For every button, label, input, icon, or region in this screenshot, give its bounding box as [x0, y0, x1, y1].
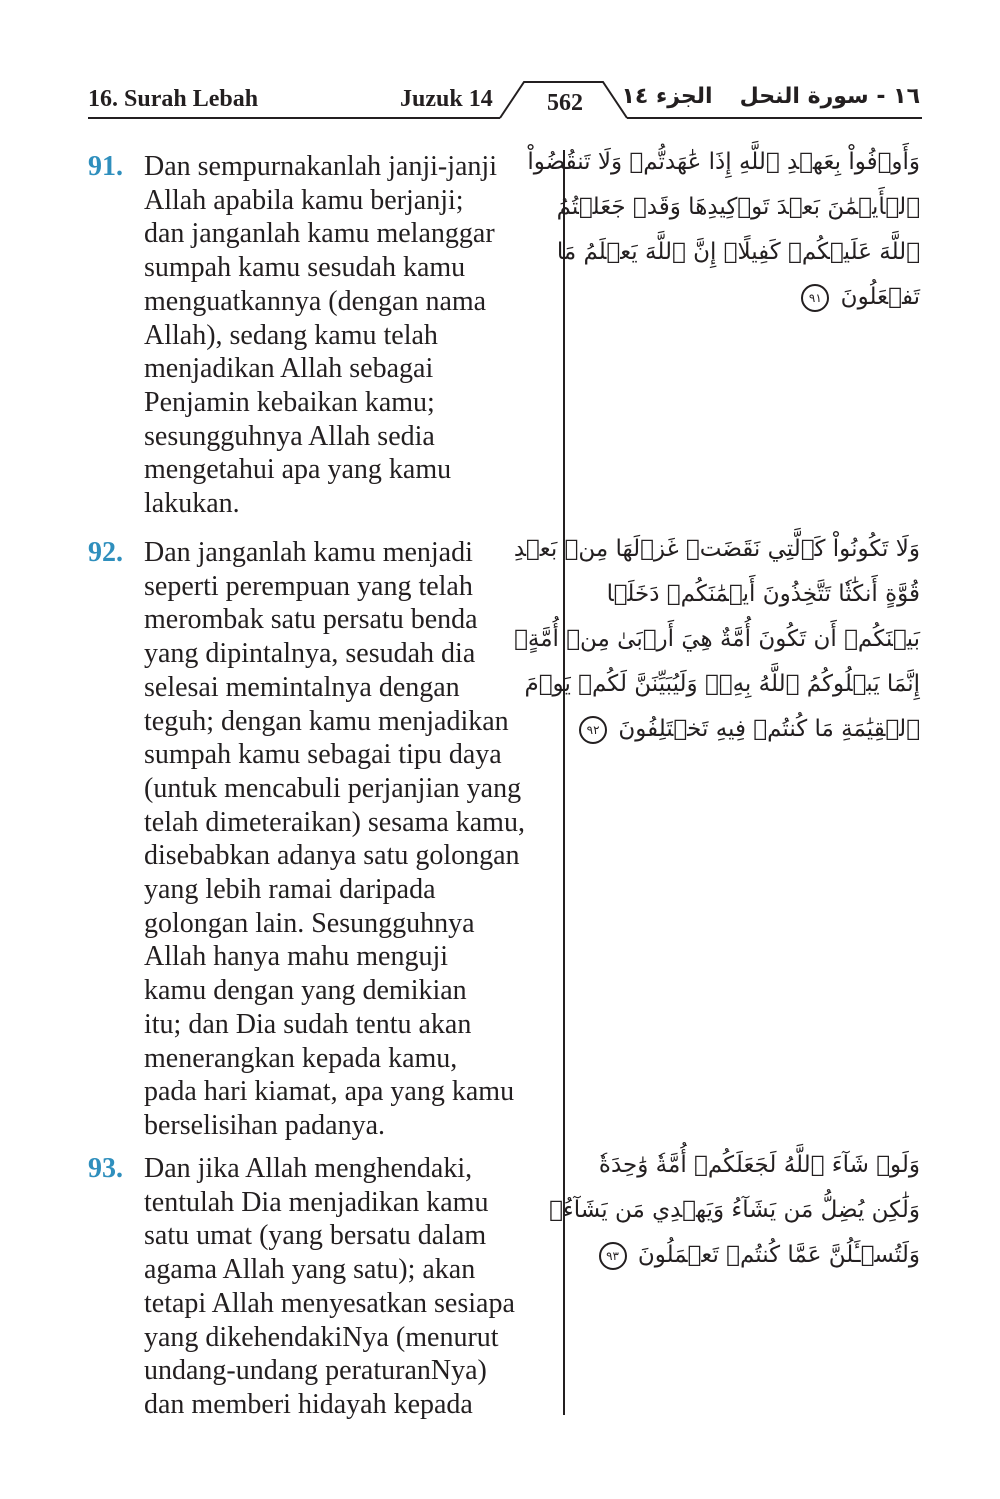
arabic-line-last [590, 1233, 920, 1278]
verse-line: menjadikan Allah sebagai [144, 353, 434, 385]
juzuk-label: Juzuk 14 [400, 86, 493, 112]
arabic-line: وَلَٰكِن يُضِلُّ مَن يَشَآءُ وَيَهۡدِي مَن يَشَآءُۚ [549, 1197, 920, 1223]
arabic-line: ٱلۡأَيۡمَٰنَ بَعۡدَ تَوۡكِيدِهَا وَقَدۡ جَعَلۡتُمُ [556, 194, 920, 220]
verse-line: telah dimeteraikan) sesama kamu, [144, 806, 525, 838]
verse-text [144, 536, 558, 1143]
arabic-line: بَيۡنَكُمۡ أَن تَكُونَ أُمَّةٌ هِيَ أَرۡبَىٰ مِنۡ أُمَّةٍۚ [514, 626, 920, 652]
verse-line: mengetahui apa yang kamu [144, 454, 452, 486]
ayah-end-marker-icon: ٩٣ [599, 1242, 627, 1270]
verse-number: 91. [88, 151, 123, 182]
verse-line: seperti perempuan yang telah [144, 570, 473, 602]
verse-line: selesai memintalnya dengan [144, 671, 460, 703]
verse-line: menerangkan kepada kamu, [144, 1042, 458, 1074]
verse-line: itu; dan Dia sudah tentu akan [144, 1008, 472, 1040]
verse-line: Dan janganlah kamu menjadi [144, 537, 473, 568]
verse-line: pada hari kiamat, apa yang kamu [144, 1076, 515, 1108]
verse-line: Allah hanya mahu menguji [144, 941, 449, 973]
verse-line: yang lebih ramai daripada [144, 874, 436, 906]
ayah-end-marker-icon: ٩١ [801, 284, 829, 312]
verse-line: Dan sempurnakanlah janji-janji [144, 151, 497, 182]
verse-line: berselisihan padanya. [144, 1109, 386, 1141]
verse-91-arabic [527, 140, 920, 320]
verse-line: teguh; dengan kamu menjadikan [144, 705, 509, 737]
verse-line: agama Allah yang satu); akan [144, 1254, 476, 1286]
surah-title: 16. Surah Lebah [88, 86, 259, 112]
verse-93-arabic [549, 1143, 920, 1278]
verse-line: sesungguhnya Allah sedia [144, 420, 435, 452]
verse-line: Allah), sedang kamu telah [144, 319, 438, 351]
arabic-juz-label: الجزء ١٤ [621, 84, 713, 109]
verse-line: dan memberi hidayah kepada [144, 1388, 473, 1420]
arabic-line: قُوَّةٍ أَنكَٰثٗا تَتَّخِذُونَ أَيۡمَٰنَكُمۡ دَخَلَۢا [606, 581, 920, 607]
arabic-text: ٱلۡقِيَٰمَةِ مَا كُنتُمۡ فِيهِ تَخۡتَلِفُونَ [618, 716, 920, 742]
arabic-line: إِنَّمَا يَبۡلُوكُمُ ٱللَّهُ بِهِۦۚ وَلَيُبَيِّنَنَّ لَكُمۡ يَوۡمَ [524, 671, 920, 697]
arabic-line: ٱللَّهَ عَلَيۡكُمۡ كَفِيلًاۚ إِنَّ ٱللَّهَ يَعۡلَمُ مَا [556, 239, 920, 265]
verse-line: (untuk mencabuli perjanjian yang [144, 772, 522, 804]
verse-line: tetapi Allah menyesatkan sesiapa [144, 1287, 515, 1319]
verse-line: Dan jika Allah menghendaki, [144, 1153, 473, 1184]
ayah-end-marker-icon: ٩٢ [579, 716, 607, 744]
verse-line: lakukan. [144, 488, 240, 520]
verse-line: kamu dengan yang demikian [144, 975, 467, 1007]
verse-line: Allah apabila kamu berjanji; [144, 184, 464, 216]
verse-line: sumpah kamu sesudah kamu [144, 252, 466, 284]
verse-line: dan janganlah kamu melanggar [144, 218, 495, 250]
arabic-line: وَلَوۡ شَآءَ ٱللَّهُ لَجَعَلَكُمۡ أُمَّةٗ وَٰحِدَةٗ [598, 1152, 920, 1178]
verse-line: disebabkan adanya satu golongan [144, 840, 520, 872]
verse-line: yang dikehendakiNya (menurut [144, 1321, 499, 1353]
verse-number: 93. [88, 1153, 123, 1184]
page-header [0, 0, 1000, 130]
verse-line: menguatkannya (dengan nama [144, 285, 487, 317]
arabic-line: وَأَوۡفُواْ بِعَهۡدِ ٱللَّهِ إِذَا عَٰهَدتُّمۡ وَلَا تَنقُضُواْ [527, 149, 920, 175]
verse-line: sumpah kamu sebagai tipu daya [144, 739, 502, 771]
page-number: 562 [547, 90, 583, 116]
verse-line: Penjamin kebaikan kamu; [144, 386, 435, 418]
arabic-surah-title: ١٦ - سورة النحل [739, 84, 920, 109]
verse-text [144, 1152, 558, 1422]
arabic-text: تَفۡعَلُونَ [840, 284, 920, 310]
arabic-line-last [590, 275, 920, 320]
verse-number: 92. [88, 537, 123, 568]
verse-line: yang dipintalnya, sesudah dia [144, 638, 476, 670]
verse-line: satu umat (yang bersatu dalam [144, 1220, 487, 1252]
verse-line: merombak satu persatu benda [144, 604, 478, 636]
verse-line: undang-undang peraturanNya) [144, 1355, 487, 1387]
arabic-line-last [586, 707, 920, 752]
arabic-text: وَلَتُسۡـَٔلُنَّ عَمَّا كُنتُمۡ تَعۡمَلُونَ [637, 1242, 920, 1268]
verse-92-arabic [513, 527, 920, 752]
verse-line: golongan lain. Sesungguhnya [144, 907, 475, 939]
arabic-line: وَلَا تَكُونُواْ كَٱلَّتِي نَقَضَتۡ غَزۡلَهَا مِنۢ بَعۡدِ [513, 536, 920, 562]
verse-line: tentulah Dia menjadikan kamu [144, 1186, 489, 1218]
verse-text [144, 150, 558, 521]
